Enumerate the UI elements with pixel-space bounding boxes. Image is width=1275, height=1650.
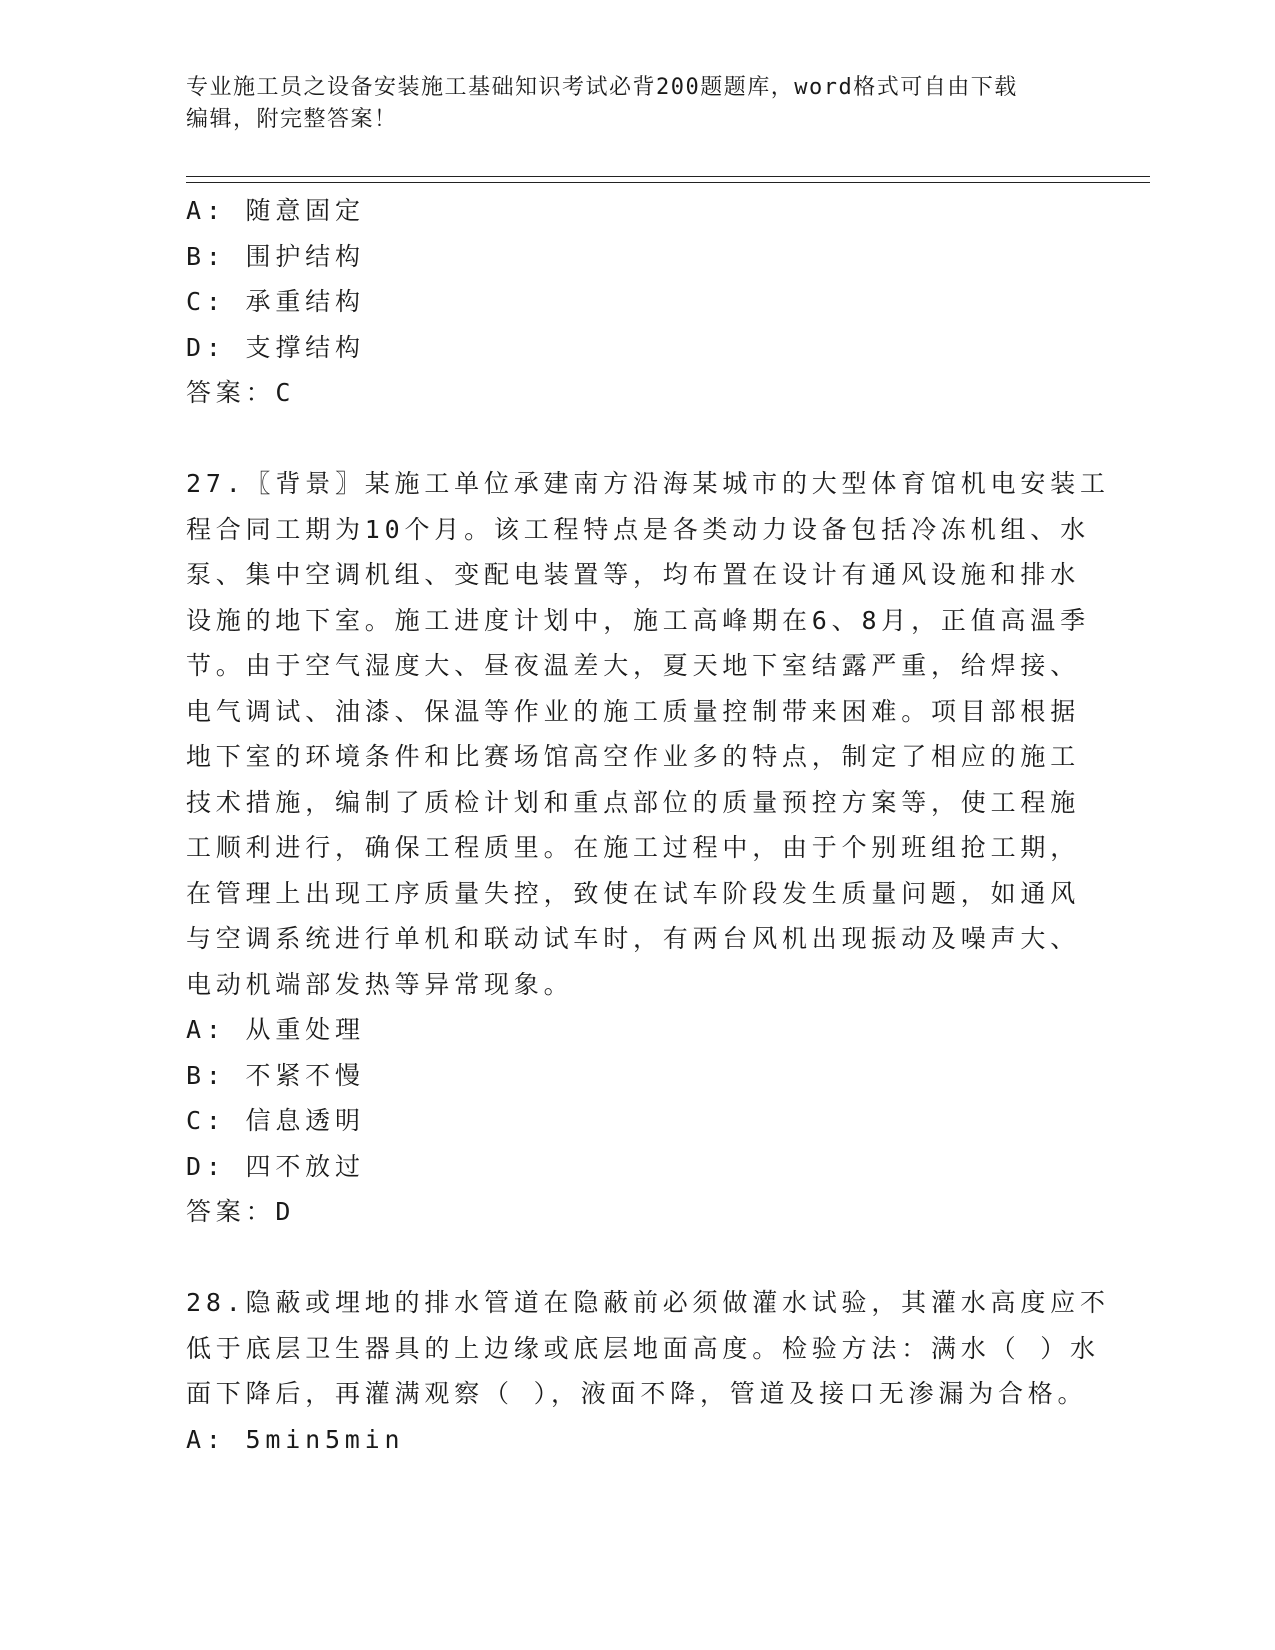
question-text-line: 电气调试、油漆、保温等作业的施工质量控制带来困难。项目部根据 (186, 696, 1081, 726)
option-a: A: 随意固定 (186, 196, 365, 225)
option-a: A: 5min5min (186, 1424, 405, 1454)
question-text-line: 面下降后，再灌满观察（ ），液面不降，管道及接口无渗漏为合格。 (186, 1379, 1088, 1408)
option-b: B: 围护结构 (186, 241, 365, 271)
question-text-line: 电动机端部发热等异常现象。 (186, 969, 574, 999)
spacer (186, 416, 1066, 462)
question-text-line: 技术措施，编制了质检计划和重点部位的质量预控方案等，使工程施 (186, 787, 1081, 817)
option-d: D: 四不放过 (186, 1151, 365, 1181)
document-header (186, 72, 1066, 136)
question-28-block (186, 1280, 1110, 1462)
answer-line: 答案：D (186, 1197, 296, 1226)
question-text-line: 在管理上出现工序质量失控，致使在试车阶段发生质量问题，如通风 (186, 878, 1081, 908)
question-text-line: 28.隐蔽或埋地的排水管道在隐蔽前必须做灌水试验，其灌水高度应不 (186, 1288, 1110, 1317)
answer-line: 答案：C (186, 378, 296, 407)
question-text-line: 低于底层卫生器具的上边缘或底层地面高度。检验方法：满水（ ）水 (186, 1333, 1100, 1363)
option-c: C: 承重结构 (186, 287, 365, 316)
question-27-block (186, 461, 1110, 1235)
option-c: C: 信息透明 (186, 1106, 365, 1135)
option-a: A: 从重处理 (186, 1015, 365, 1044)
header-line: 专业施工员之设备安装施工基础知识考试必背200题题库，word格式可自由下载 (186, 75, 1018, 100)
question-text-line: 节。由于空气湿度大、昼夜温差大，夏天地下室结露严重，给焊接、 (186, 651, 1081, 680)
question-text-line: 27.〖背景〗某施工单位承建南方沿海某城市的大型体育馆机电安装工 (186, 469, 1110, 498)
question-text-line: 设施的地下室。施工进度计划中，施工高峰期在6、8月，正值高温季 (186, 605, 1090, 635)
header-divider (186, 176, 1150, 183)
spacer (186, 1235, 1066, 1281)
question-text-line: 程合同工期为10个月。该工程特点是各类动力设备包括冷冻机组、水 (186, 514, 1090, 544)
header-line: 编辑，附完整答案！ (186, 107, 398, 132)
document-body (186, 188, 1110, 1462)
question-26-block (186, 188, 1066, 416)
question-text-line: 与空调系统进行单机和联动试车时，有两台风机出现振动及噪声大、 (186, 924, 1081, 953)
question-text-line: 泵、集中空调机组、变配电装置等，均布置在设计有通风设施和排水 (186, 560, 1081, 589)
question-text-line: 地下室的环境条件和比赛场馆高空作业多的特点，制定了相应的施工 (186, 742, 1081, 771)
option-b: B: 不紧不慢 (186, 1060, 365, 1090)
option-d: D: 支撑结构 (186, 332, 365, 362)
question-text-line: 工顺利进行，确保工程质里。在施工过程中，由于个别班组抢工期， (186, 833, 1081, 862)
